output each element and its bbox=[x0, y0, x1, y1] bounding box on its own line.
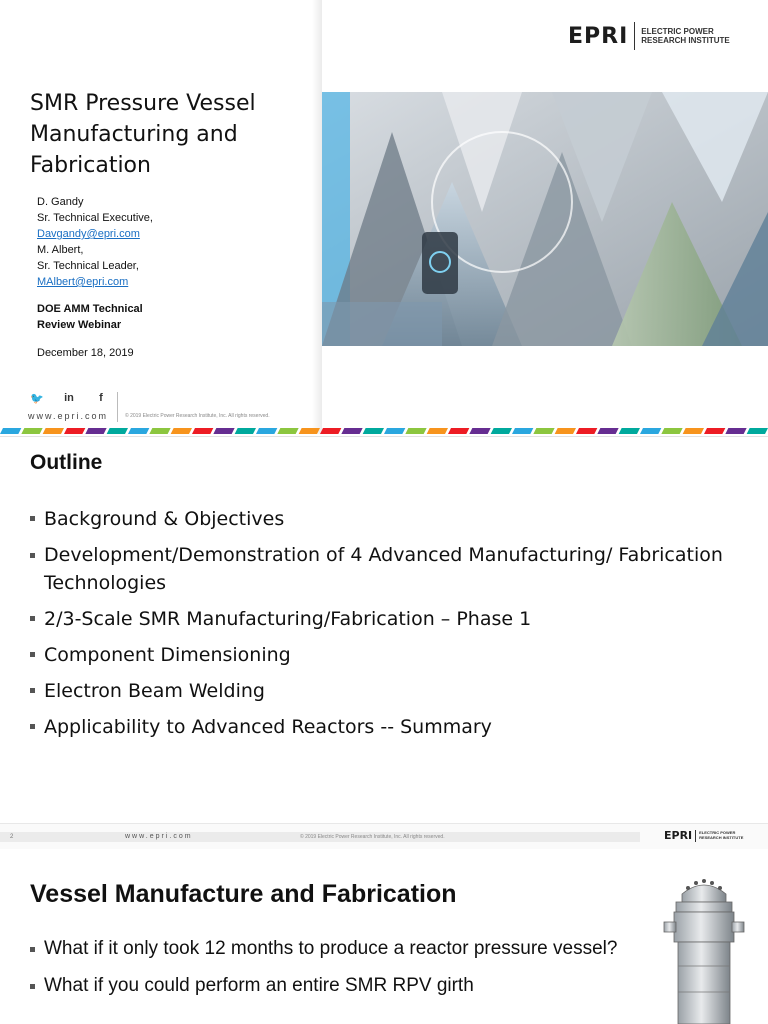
list-item: 2/3-Scale SMR Manufacturing/Fabrication – Phase 1 bbox=[30, 601, 750, 637]
author-email-link[interactable]: Davgandy@epri.com bbox=[37, 228, 140, 240]
author-block bbox=[37, 194, 153, 290]
reactor-vessel-illustration bbox=[652, 874, 756, 1024]
stripe-segment bbox=[213, 428, 234, 434]
bullet-list bbox=[30, 936, 630, 1010]
stripe-segment bbox=[725, 428, 746, 434]
epri-logo-text bbox=[699, 831, 743, 840]
author-line: D. Gandy bbox=[37, 196, 84, 208]
event-line-2: Review Webinar bbox=[37, 319, 122, 331]
stripe-segment bbox=[704, 428, 725, 434]
stripe-segment bbox=[491, 428, 512, 434]
stripe-segment bbox=[512, 428, 533, 434]
stripe-segment bbox=[299, 428, 320, 434]
list-item: What if you could perform an entire SMR RPV girth bbox=[30, 973, 630, 998]
slide-title: Outline bbox=[30, 451, 103, 474]
author-email-link[interactable]: MAlbert@epri.com bbox=[37, 276, 129, 288]
stripe-segment bbox=[427, 428, 448, 434]
title-slide bbox=[0, 0, 768, 434]
stripe-segment bbox=[448, 428, 469, 434]
logo-text-line-1: ELECTRIC POWER bbox=[641, 26, 714, 36]
stripe-segment bbox=[363, 428, 384, 434]
stripe-segment bbox=[43, 428, 64, 434]
stripe-segment bbox=[64, 428, 85, 434]
facebook-icon[interactable]: f bbox=[99, 392, 103, 404]
event-name bbox=[37, 301, 143, 333]
epri-logo-text bbox=[641, 27, 729, 45]
event-line-1: DOE AMM Technical bbox=[37, 303, 143, 315]
stripe-segment bbox=[405, 428, 426, 434]
list-item: Component Dimensioning bbox=[30, 637, 750, 673]
epri-logo-mark: EPRI bbox=[568, 23, 629, 49]
stripe-segment bbox=[576, 428, 597, 434]
outline-list bbox=[30, 501, 750, 745]
logo-text-line-2: RESEARCH INSTITUTE bbox=[641, 36, 730, 45]
stripe-segment bbox=[533, 428, 554, 434]
epri-logo-mark: EPRI bbox=[664, 829, 693, 842]
stripe-segment bbox=[192, 428, 213, 434]
logo-text-line-2: RESEARCH INSTITUTE bbox=[699, 834, 744, 840]
stripe-segment bbox=[384, 428, 405, 434]
slide-title: Vessel Manufacture and Fabrication bbox=[30, 880, 457, 908]
list-item-text: Development/Demonstration of 4 Advanced Manufacturing/ Fabrication Technologies bbox=[44, 544, 723, 594]
twitter-icon[interactable]: 🐦 bbox=[30, 393, 44, 405]
page-number: 2 bbox=[10, 834, 14, 840]
stripe-segment bbox=[619, 428, 640, 434]
stripe-segment bbox=[747, 428, 768, 434]
stripe-segment bbox=[171, 428, 192, 434]
list-item: What if it only took 12 months to produce a reactor pressure vessel? bbox=[30, 936, 630, 961]
stripe-segment bbox=[128, 428, 149, 434]
outline-slide bbox=[0, 436, 768, 849]
author-line: Sr. Technical Executive, bbox=[37, 212, 153, 224]
author-line: Sr. Technical Leader, bbox=[37, 260, 139, 272]
list-item: Applicability to Advanced Reactors -- Summary bbox=[30, 709, 750, 745]
presentation-date: December 18, 2019 bbox=[37, 347, 134, 359]
hero-image-collage bbox=[322, 92, 768, 346]
stripe-segment bbox=[320, 428, 341, 434]
stripe-segment bbox=[0, 428, 21, 434]
epri-logo bbox=[568, 22, 730, 50]
stripe-segment bbox=[235, 428, 256, 434]
list-item: Background & Objectives bbox=[30, 501, 750, 537]
stripe-segment bbox=[661, 428, 682, 434]
slide-footer bbox=[0, 823, 768, 849]
copyright-notice: © 2019 Electric Power Research Institute, Inc. All rights reserved. bbox=[125, 413, 270, 419]
color-stripe bbox=[0, 428, 768, 434]
stripe-segment bbox=[555, 428, 576, 434]
stripe-segment bbox=[469, 428, 490, 434]
stripe-segment bbox=[107, 428, 128, 434]
footer-divider bbox=[117, 392, 118, 422]
vessel-slide bbox=[0, 866, 768, 1024]
stripe-segment bbox=[640, 428, 661, 434]
author-line: M. Albert, bbox=[37, 244, 84, 256]
epri-logo bbox=[664, 829, 743, 842]
copyright-notice: © 2019 Electric Power Research Institute, Inc. All rights reserved. bbox=[300, 834, 445, 840]
website-link[interactable]: www.epri.com bbox=[125, 833, 193, 840]
linkedin-icon[interactable]: in bbox=[64, 392, 74, 404]
logo-divider bbox=[634, 22, 635, 50]
stripe-segment bbox=[341, 428, 362, 434]
logo-divider bbox=[695, 830, 696, 842]
stripe-segment bbox=[597, 428, 618, 434]
website-link[interactable]: www.epri.com bbox=[28, 411, 109, 421]
social-links bbox=[30, 392, 108, 405]
list-item: Electron Beam Welding bbox=[30, 673, 750, 709]
stripe-segment bbox=[256, 428, 277, 434]
stripe-segment bbox=[149, 428, 170, 434]
list-item bbox=[30, 541, 750, 597]
presentation-title: SMR Pressure Vessel Manufacturing and Fabrication bbox=[30, 91, 256, 178]
stripe-segment bbox=[85, 428, 106, 434]
stripe-segment bbox=[21, 428, 42, 434]
stripe-segment bbox=[277, 428, 298, 434]
title-panel bbox=[0, 0, 322, 434]
stripe-segment bbox=[683, 428, 704, 434]
logo-text-line-1: ELECTRIC POWER bbox=[699, 829, 736, 835]
